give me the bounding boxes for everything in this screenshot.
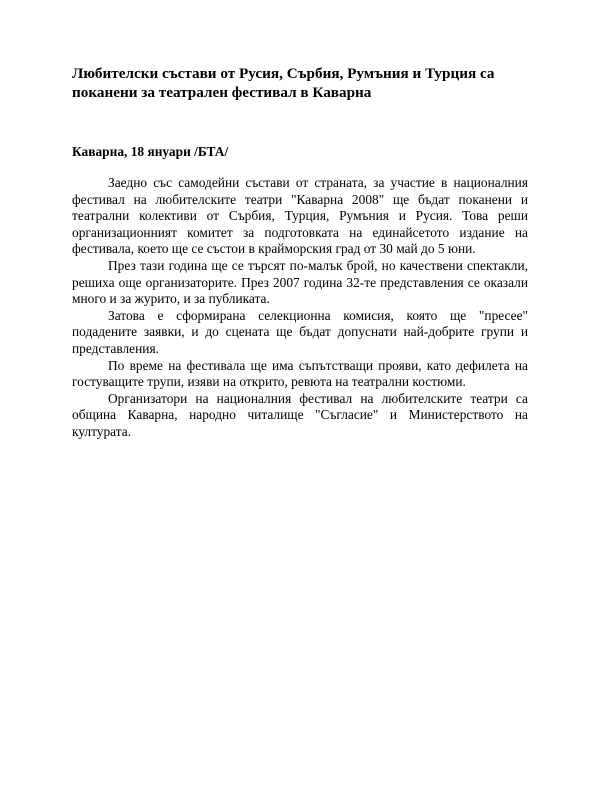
article-body — [72, 175, 528, 441]
document-page — [72, 64, 528, 441]
article-title: Любителски състави от Русия, Сърбия, Румъния и Турция са поканени за театрален фестивал в Каварна — [72, 65, 495, 101]
paragraph: По време на фестивала ще има съпътстващи прояви, като дефилета на гостуващите трупи, изяви на открито, ревюта на театрални костюми. — [72, 357, 528, 390]
paragraph: Затова е сформирана селекционна комисия, която ще "пресее" подадените заявки, и до сцената ще бъдат допуснати най-добрите групи и представления. — [72, 307, 528, 356]
paragraph: През тази година ще се търсят по-малък брой, но качествени спектакли, решиха още организаторите. През 2007 година 32-те представления се оказали много и за журито, и за публиката. — [72, 257, 528, 307]
article-dateline: Каварна, 18 януари /БТА/ — [72, 144, 229, 159]
paragraph: Организатори на националния фестивал на любителските театри са община Каварна, народно читалище "Съгласие" и Министерството на културата. — [72, 390, 528, 439]
paragraph: Заедно със самодейни състави от страната, за участие в националния фестивал на любителските театри "Каварна 2008" ще бъдат поканени и театрални колективи от Сърбия, Турция, Румъния и Русия. Това реши организационният комитет за подготовката на единайсетото издание на фестивала, което ще се състои в крайморския град от 30 май до 5 юни. — [72, 175, 528, 257]
